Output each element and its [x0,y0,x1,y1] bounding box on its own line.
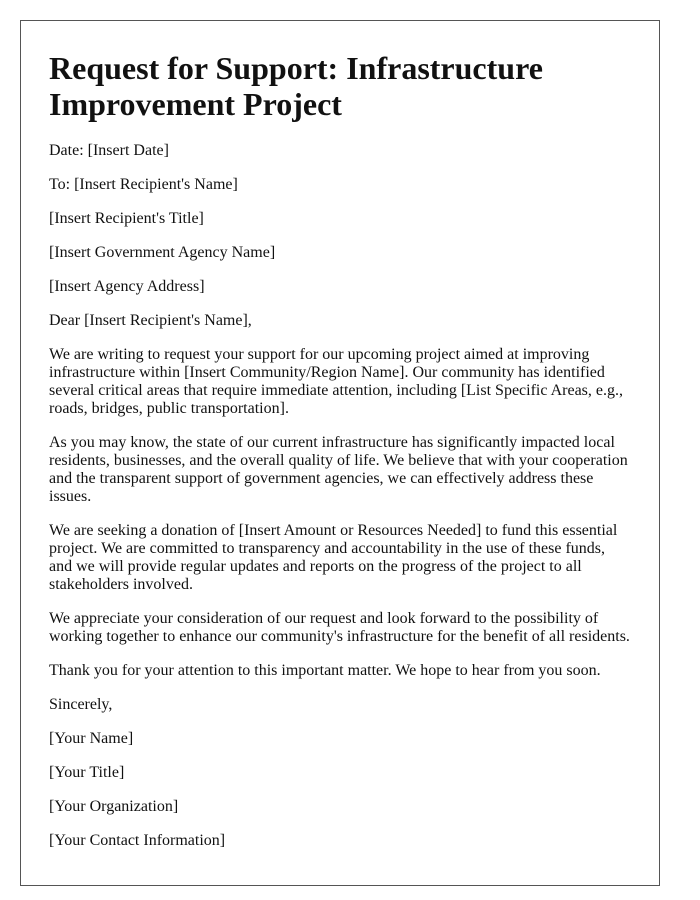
body-paragraph-request: We are writing to request your support for our upcoming project aimed at improving infrastructure within [Insert Community/Region Name]. Our community has identified several critical areas that require immediate attention, including [List Specific Areas, e.g., roads, bridges, public transportation]. [49,346,623,417]
salutation: Dear [Insert Recipient's Name], [49,312,252,329]
date-line: Date: [Insert Date] [49,142,169,159]
letter-page [20,20,660,886]
agency-name-line: [Insert Government Agency Name] [49,244,276,261]
recipient-title-line: [Insert Recipient's Title] [49,210,204,227]
body-paragraph-context: As you may know, the state of our current infrastructure has significantly impacted local residents, businesses, and the overall quality of life. We believe that with your cooperation and the transparent support of government agencies, we can effectively address these issues. [49,434,628,505]
signature-organization: [Your Organization] [49,798,179,815]
closing: Sincerely, [49,696,113,713]
body-paragraph-appreciation: We appreciate your consideration of our request and look forward to the possibility of working together to enhance our community's infrastructure for the benefit of all residents. [49,610,630,645]
signature-title: [Your Title] [49,764,125,781]
body-paragraph-thanks: Thank you for your attention to this important matter. We hope to hear from you soon. [49,662,601,679]
signature-name: [Your Name] [49,730,134,747]
agency-address-line: [Insert Agency Address] [49,278,205,295]
recipient-name-line: To: [Insert Recipient's Name] [49,176,238,193]
body-paragraph-donation: We are seeking a donation of [Insert Amount or Resources Needed] to fund this essential project. We are committed to transparency and accountability in the use of these funds, and we will provide regular updates and reports on the progress of the project to all stakeholders involved. [49,522,618,593]
signature-contact: [Your Contact Information] [49,832,226,849]
letter-title: Request for Support: Infrastructure Improvement Project [49,50,543,122]
